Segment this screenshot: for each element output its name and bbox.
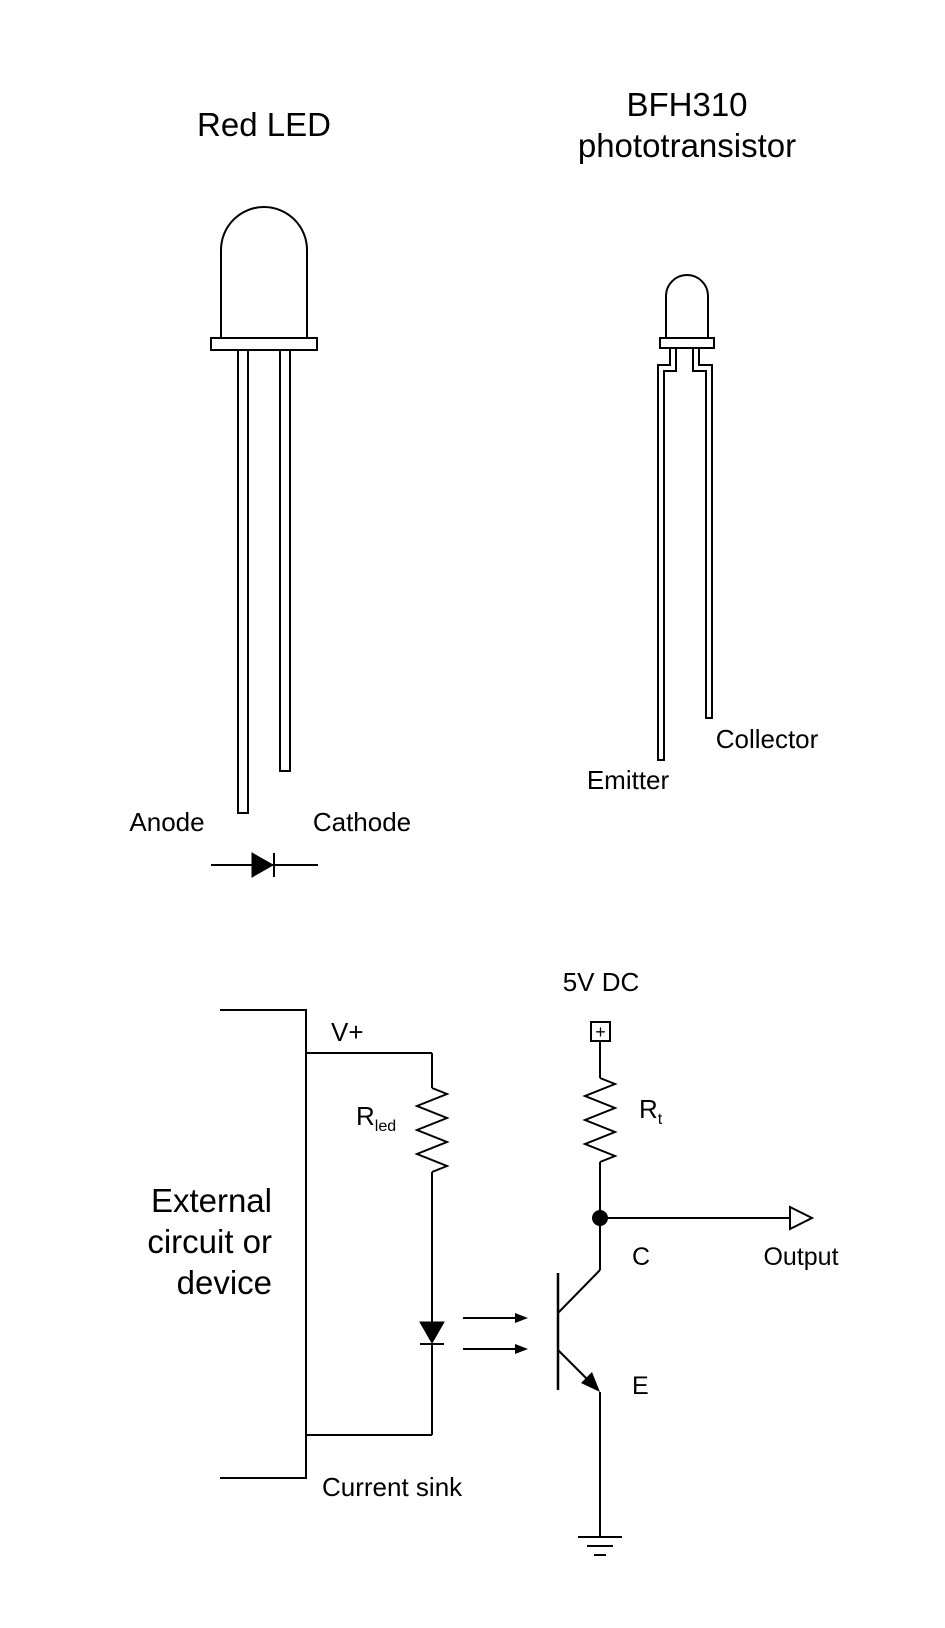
phototransistor-flange [660,338,714,348]
light-arrows [463,1313,528,1354]
supply-plus-symbol: + [595,1022,606,1042]
emitter-label: Emitter [586,765,670,795]
led-drive-circuit [306,1053,447,1435]
emitter-pin-label: E [632,1372,649,1400]
collector-label: Collector [715,724,819,754]
light-arrow-lower [463,1344,528,1354]
external-label-line1: External [150,1182,272,1219]
collector-lead [693,348,712,718]
external-circuit-block [147,1010,463,1502]
rt-label-main: R [639,1094,658,1124]
rled-label-main: R [356,1101,375,1131]
red-led-title: Red LED [197,106,331,143]
led-anode-lead [238,350,248,813]
emitter-lead [658,348,676,760]
phototransistor-title-line2: phototransistor [577,127,797,164]
npn-transistor-symbol [558,1270,600,1392]
light-arrow-upper [463,1313,528,1323]
cathode-label: Cathode [312,807,412,837]
phototransistor-circuit [558,967,839,1555]
phototransistor-title-line1: BFH310 [626,86,748,123]
phototransistor-dome [666,275,708,338]
led-diode-symbol [420,1322,444,1344]
external-label-line2: circuit or [147,1223,272,1260]
anode-label: Anode [129,807,205,837]
output-arrow [790,1207,812,1229]
supply-label: 5V DC [562,967,640,997]
rled-resistor [417,1088,447,1172]
rt-label-subscript: t [657,1111,663,1128]
rt-label [639,1094,663,1128]
external-label-line3: device [176,1264,272,1301]
rled-label [356,1101,396,1135]
led-dome [221,207,307,338]
ground-icon [578,1537,622,1555]
led-flange [211,338,317,350]
collector-pin-label: C [632,1243,651,1271]
rled-label-subscript: led [374,1118,397,1135]
red-led-component [129,106,411,877]
phototransistor-component [578,86,819,795]
led-cathode-lead [280,350,290,771]
current-sink-label: Current sink [322,1472,463,1502]
rt-resistor [585,1078,615,1162]
vplus-label: V+ [331,1017,364,1047]
output-label: Output [763,1243,839,1271]
diode-symbol [211,853,318,877]
